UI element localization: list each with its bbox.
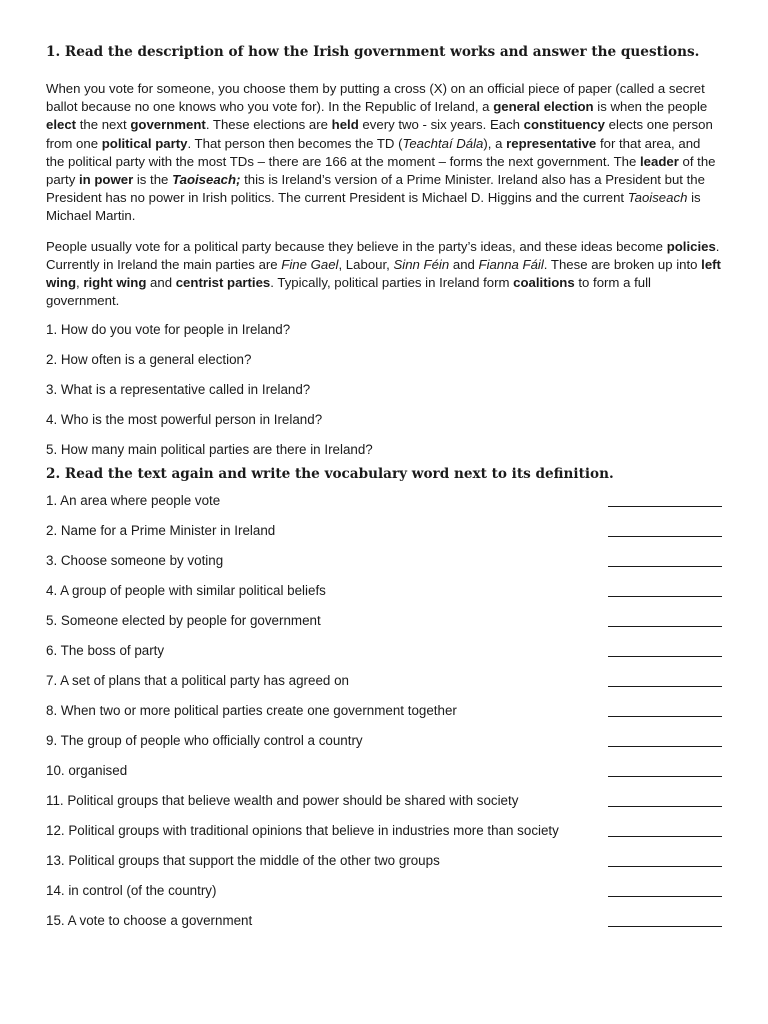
text-run: is the xyxy=(133,172,173,188)
definition-item xyxy=(46,762,722,792)
text-run: elect xyxy=(46,117,77,133)
definition-text: 7. A set of plans that a political party has agreed on xyxy=(46,673,349,689)
definition-item xyxy=(46,702,722,732)
definition-item xyxy=(46,882,722,912)
definition-text: 12. Political groups with traditional opinions that believe in industries more than society xyxy=(46,823,559,839)
text-run: for that area, and the political party with the most TDs – there are 166 at the moment – forms the next government. The xyxy=(46,135,701,169)
text-run: and xyxy=(146,275,176,291)
text-run: to form a full government. xyxy=(46,275,651,309)
text-run: and xyxy=(449,256,479,272)
answer-blank[interactable] xyxy=(608,792,722,807)
text-run: this is Ireland’s version of a Prime Minister. Ireland also has a President but the President has no power in Irish politics. The current President is Michael D. Higgins and the current xyxy=(46,172,705,206)
text-run: held xyxy=(331,117,359,133)
definition-item xyxy=(46,612,722,642)
definition-item xyxy=(46,822,722,852)
definition-text: 9. The group of people who officially control a country xyxy=(46,733,363,749)
text-run: government xyxy=(130,117,206,133)
definition-text: 1. An area where people vote xyxy=(46,493,221,509)
answer-blank[interactable] xyxy=(608,852,722,867)
text-run: policies xyxy=(666,238,716,254)
question-item: 3. What is a representative called in Ireland? xyxy=(46,382,311,398)
definition-item xyxy=(46,792,722,822)
section-1-heading: 1. Read the description of how the Irish government works and answer the questions. xyxy=(46,44,700,60)
text-run: Taoiseach; xyxy=(172,172,241,188)
question-list xyxy=(46,321,722,470)
text-run: Sinn Féin xyxy=(393,256,450,272)
definition-item xyxy=(46,672,722,702)
text-run: is Michael Martin. xyxy=(46,190,701,224)
definition-text: 6. The boss of party xyxy=(46,643,165,659)
text-run: centrist parties xyxy=(175,275,271,291)
text-run: Fine Gael xyxy=(281,256,339,272)
text-run: political party xyxy=(101,135,188,151)
definition-text: 10. organised xyxy=(46,763,128,779)
text-run: the next xyxy=(76,117,131,133)
text-run: left wing xyxy=(46,256,721,291)
text-run: leader xyxy=(639,153,679,169)
answer-blank[interactable] xyxy=(608,642,722,657)
definition-text: 5. Someone elected by people for government xyxy=(46,613,321,629)
text-run: . These elections are xyxy=(205,117,332,133)
definition-text: 11. Political groups that believe wealth and power should be shared with society xyxy=(46,793,519,809)
answer-blank[interactable] xyxy=(608,762,722,777)
definition-item xyxy=(46,582,722,612)
answer-blank[interactable] xyxy=(608,492,722,507)
text-run: of the party xyxy=(46,153,716,188)
definition-text: 4. A group of people with similar political beliefs xyxy=(46,583,326,599)
text-run: constituency xyxy=(523,117,606,133)
description-paragraph-2 xyxy=(46,238,722,311)
text-run: , xyxy=(76,275,84,291)
text-run: . These are broken up into xyxy=(543,256,702,272)
answer-blank[interactable] xyxy=(608,552,722,567)
question-item: 5. How many main political parties are there in Ireland? xyxy=(46,441,373,457)
question-item: 2. How often is a general election? xyxy=(46,352,252,368)
definition-item xyxy=(46,492,722,522)
answer-blank[interactable] xyxy=(608,582,722,597)
answer-blank[interactable] xyxy=(608,882,722,897)
answer-blank[interactable] xyxy=(608,522,722,537)
definition-list xyxy=(46,492,722,942)
text-run: . That person then becomes the TD ( xyxy=(187,135,403,151)
answer-blank[interactable] xyxy=(608,702,722,717)
text-run: general election xyxy=(493,99,594,115)
definition-text: 13. Political groups that support the middle of the other two groups xyxy=(46,853,440,869)
answer-blank[interactable] xyxy=(608,732,722,747)
worksheet xyxy=(46,38,722,942)
definition-text: 3. Choose someone by voting xyxy=(46,553,224,569)
definition-item xyxy=(46,912,722,942)
text-run: every two - six years. Each xyxy=(358,117,524,133)
definition-item xyxy=(46,732,722,762)
text-run: Teachtaí Dála xyxy=(402,135,484,151)
text-run: . Currently in Ireland the main parties are xyxy=(46,238,720,272)
answer-blank[interactable] xyxy=(608,612,722,627)
question-item: 1. How do you vote for people in Ireland? xyxy=(46,322,291,338)
answer-blank[interactable] xyxy=(608,672,722,687)
definition-item xyxy=(46,552,722,582)
text-run: ), a xyxy=(483,135,507,151)
definition-text: 8. When two or more political parties create one government together xyxy=(46,703,457,719)
text-run: coalitions xyxy=(513,275,575,291)
answer-blank[interactable] xyxy=(608,912,722,927)
text-run: When you vote for someone, you choose them by putting a cross (X) on an official piece of paper (called a secret ballot because no one knows who you vote for). In the Republic of Ireland, a xyxy=(46,81,705,115)
text-run: representative xyxy=(506,135,597,151)
answer-blank[interactable] xyxy=(608,822,722,837)
description-paragraph-1 xyxy=(46,80,722,226)
definition-item xyxy=(46,642,722,672)
text-run: in power xyxy=(78,172,134,188)
text-run: is when the people xyxy=(593,99,708,115)
definition-text: 15. A vote to choose a government xyxy=(46,913,253,929)
section-2-heading: 2. Read the text again and write the vocabulary word next to its definition. xyxy=(46,466,614,483)
text-run: Taoiseach xyxy=(627,190,688,206)
text-run: Fianna Fáil xyxy=(478,256,544,272)
text-run: elects one person from one xyxy=(46,117,713,151)
definition-text: 2. Name for a Prime Minister in Ireland xyxy=(46,523,276,539)
text-run: right wing xyxy=(83,275,147,291)
text-run: , Labour, xyxy=(338,256,394,272)
text-run: People usually vote for a political party because they believe in the party’s ideas, and these ideas become xyxy=(46,238,667,254)
text-run: . Typically, political parties in Ireland form xyxy=(270,275,514,291)
definition-item xyxy=(46,852,722,882)
definition-item xyxy=(46,522,722,552)
question-item: 4. Who is the most powerful person in Ireland? xyxy=(46,411,323,427)
definition-text: 14. in control (of the country) xyxy=(46,883,217,899)
